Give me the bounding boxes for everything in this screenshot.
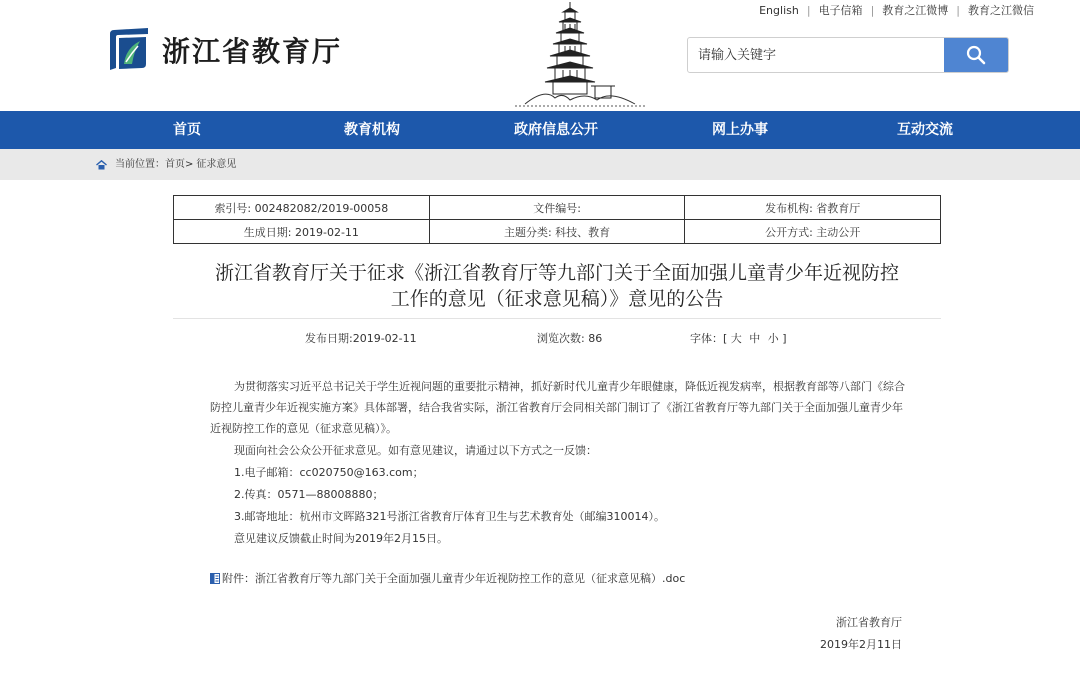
- pagoda-illustration: [515, 0, 645, 108]
- title-divider: [173, 318, 941, 319]
- article-paragraph-1: 为贯彻落实习近平总书记关于学生近视问题的重要批示精神，抓好新时代儿童青少年眼健康，降低近视发病率，根据教育部等八部门《综合防控儿童青少年近视实施方案》具体部署，结合我省实际，浙江省教育厅会同相关部门制订了《浙江省教育厅等九部门关于全面加强儿童青少年近视防控工作的意见（征求意见稿）》。: [210, 380, 905, 435]
- nav-gov-info[interactable]: 政府信息公开: [514, 122, 598, 138]
- topic-cell: 主题分类: 科技、教育: [429, 220, 685, 244]
- nav-interaction[interactable]: 互动交流: [897, 122, 953, 138]
- main-nav: [0, 111, 1080, 149]
- publisher-cell: 发布机构: 省教育厅: [685, 196, 941, 220]
- attachment-link[interactable]: [210, 570, 685, 586]
- breadcrumb-separator: >: [185, 159, 194, 170]
- divider: |: [806, 3, 811, 17]
- publish-date: 发布日期:2019-02-11: [305, 332, 417, 345]
- feedback-deadline: 意见建议反馈截止时间为2019年2月15日。: [234, 532, 448, 545]
- search-button[interactable]: [944, 38, 1008, 72]
- breadcrumb-current: 征求意见: [196, 159, 237, 170]
- sign-date: 2019年2月11日: [820, 638, 902, 651]
- view-count: 浏览次数: 86: [537, 332, 603, 345]
- table-row: [174, 196, 941, 220]
- breadcrumb-home[interactable]: 首页: [165, 159, 185, 170]
- nav-online-services[interactable]: 网上办事: [712, 122, 768, 138]
- font-size-label: 字体：[: [690, 332, 728, 345]
- font-size-end: ]: [782, 332, 787, 345]
- word-document-icon: [210, 573, 220, 584]
- article-title-line-1: 浙江省教育厅关于征求《浙江省教育厅等九部门关于全面加强儿童青少年近视防控: [214, 262, 899, 284]
- article-title-line-2: 工作的意见（征求意见稿）》意见的公告: [390, 288, 724, 310]
- index-number-cell: 索引号: 002482082/2019-00058: [174, 196, 430, 220]
- english-link[interactable]: English: [759, 3, 799, 17]
- attachment-label: 附件：浙江省教育厅等九部门关于全面加强儿童青少年近视防控工作的意见（征求意见稿）.doc: [222, 572, 686, 585]
- wechat-link[interactable]: 教育之江微信: [968, 4, 1034, 17]
- divider: |: [870, 3, 875, 17]
- table-row: [174, 220, 941, 244]
- site-name[interactable]: 浙江省教育厅: [162, 35, 343, 68]
- site-header: [0, 0, 1080, 111]
- signer: 浙江省教育厅: [836, 616, 902, 629]
- nav-home[interactable]: 首页: [173, 122, 201, 138]
- weibo-link[interactable]: 教育之江微博: [882, 4, 949, 17]
- breadcrumb-label: 当前位置：: [115, 159, 165, 170]
- breadcrumb: [96, 149, 236, 180]
- document-number-cell: 文件编号:: [429, 196, 685, 220]
- nav-institutions[interactable]: 教育机构: [344, 122, 400, 138]
- created-date-cell: 生成日期: 2019-02-11: [174, 220, 430, 244]
- breadcrumb-bar: [0, 149, 1080, 180]
- divider: |: [956, 3, 960, 17]
- font-size-switcher: [690, 330, 787, 346]
- article-title: [173, 260, 941, 312]
- email-link[interactable]: 电子信箱: [818, 4, 863, 17]
- feedback-mail: 3.邮寄地址：杭州市文晖路321号浙江省教育厅体育卫生与艺术教育处（邮编310014）。: [234, 510, 665, 523]
- search-input[interactable]: [688, 38, 944, 72]
- top-links: [759, 2, 1034, 18]
- font-large-button[interactable]: 大: [730, 332, 742, 345]
- font-medium-button[interactable]: 中: [749, 332, 761, 345]
- search-box: [687, 37, 1009, 73]
- open-mode-cell: 公开方式: 主动公开: [685, 220, 941, 244]
- document-info-table: [173, 195, 941, 244]
- feedback-fax: 2.传真：0571—88008880；: [234, 488, 384, 501]
- font-small-button[interactable]: 小: [767, 332, 779, 345]
- home-icon: [96, 160, 107, 170]
- feedback-email: 1.电子邮箱：cc020750@163.com；: [234, 466, 424, 479]
- article-paragraph-2: 现面向社会公众公开征求意见。如有意见建议，请通过以下方式之一反馈：: [234, 444, 597, 457]
- search-icon: [966, 45, 986, 65]
- education-department-logo[interactable]: [104, 24, 154, 74]
